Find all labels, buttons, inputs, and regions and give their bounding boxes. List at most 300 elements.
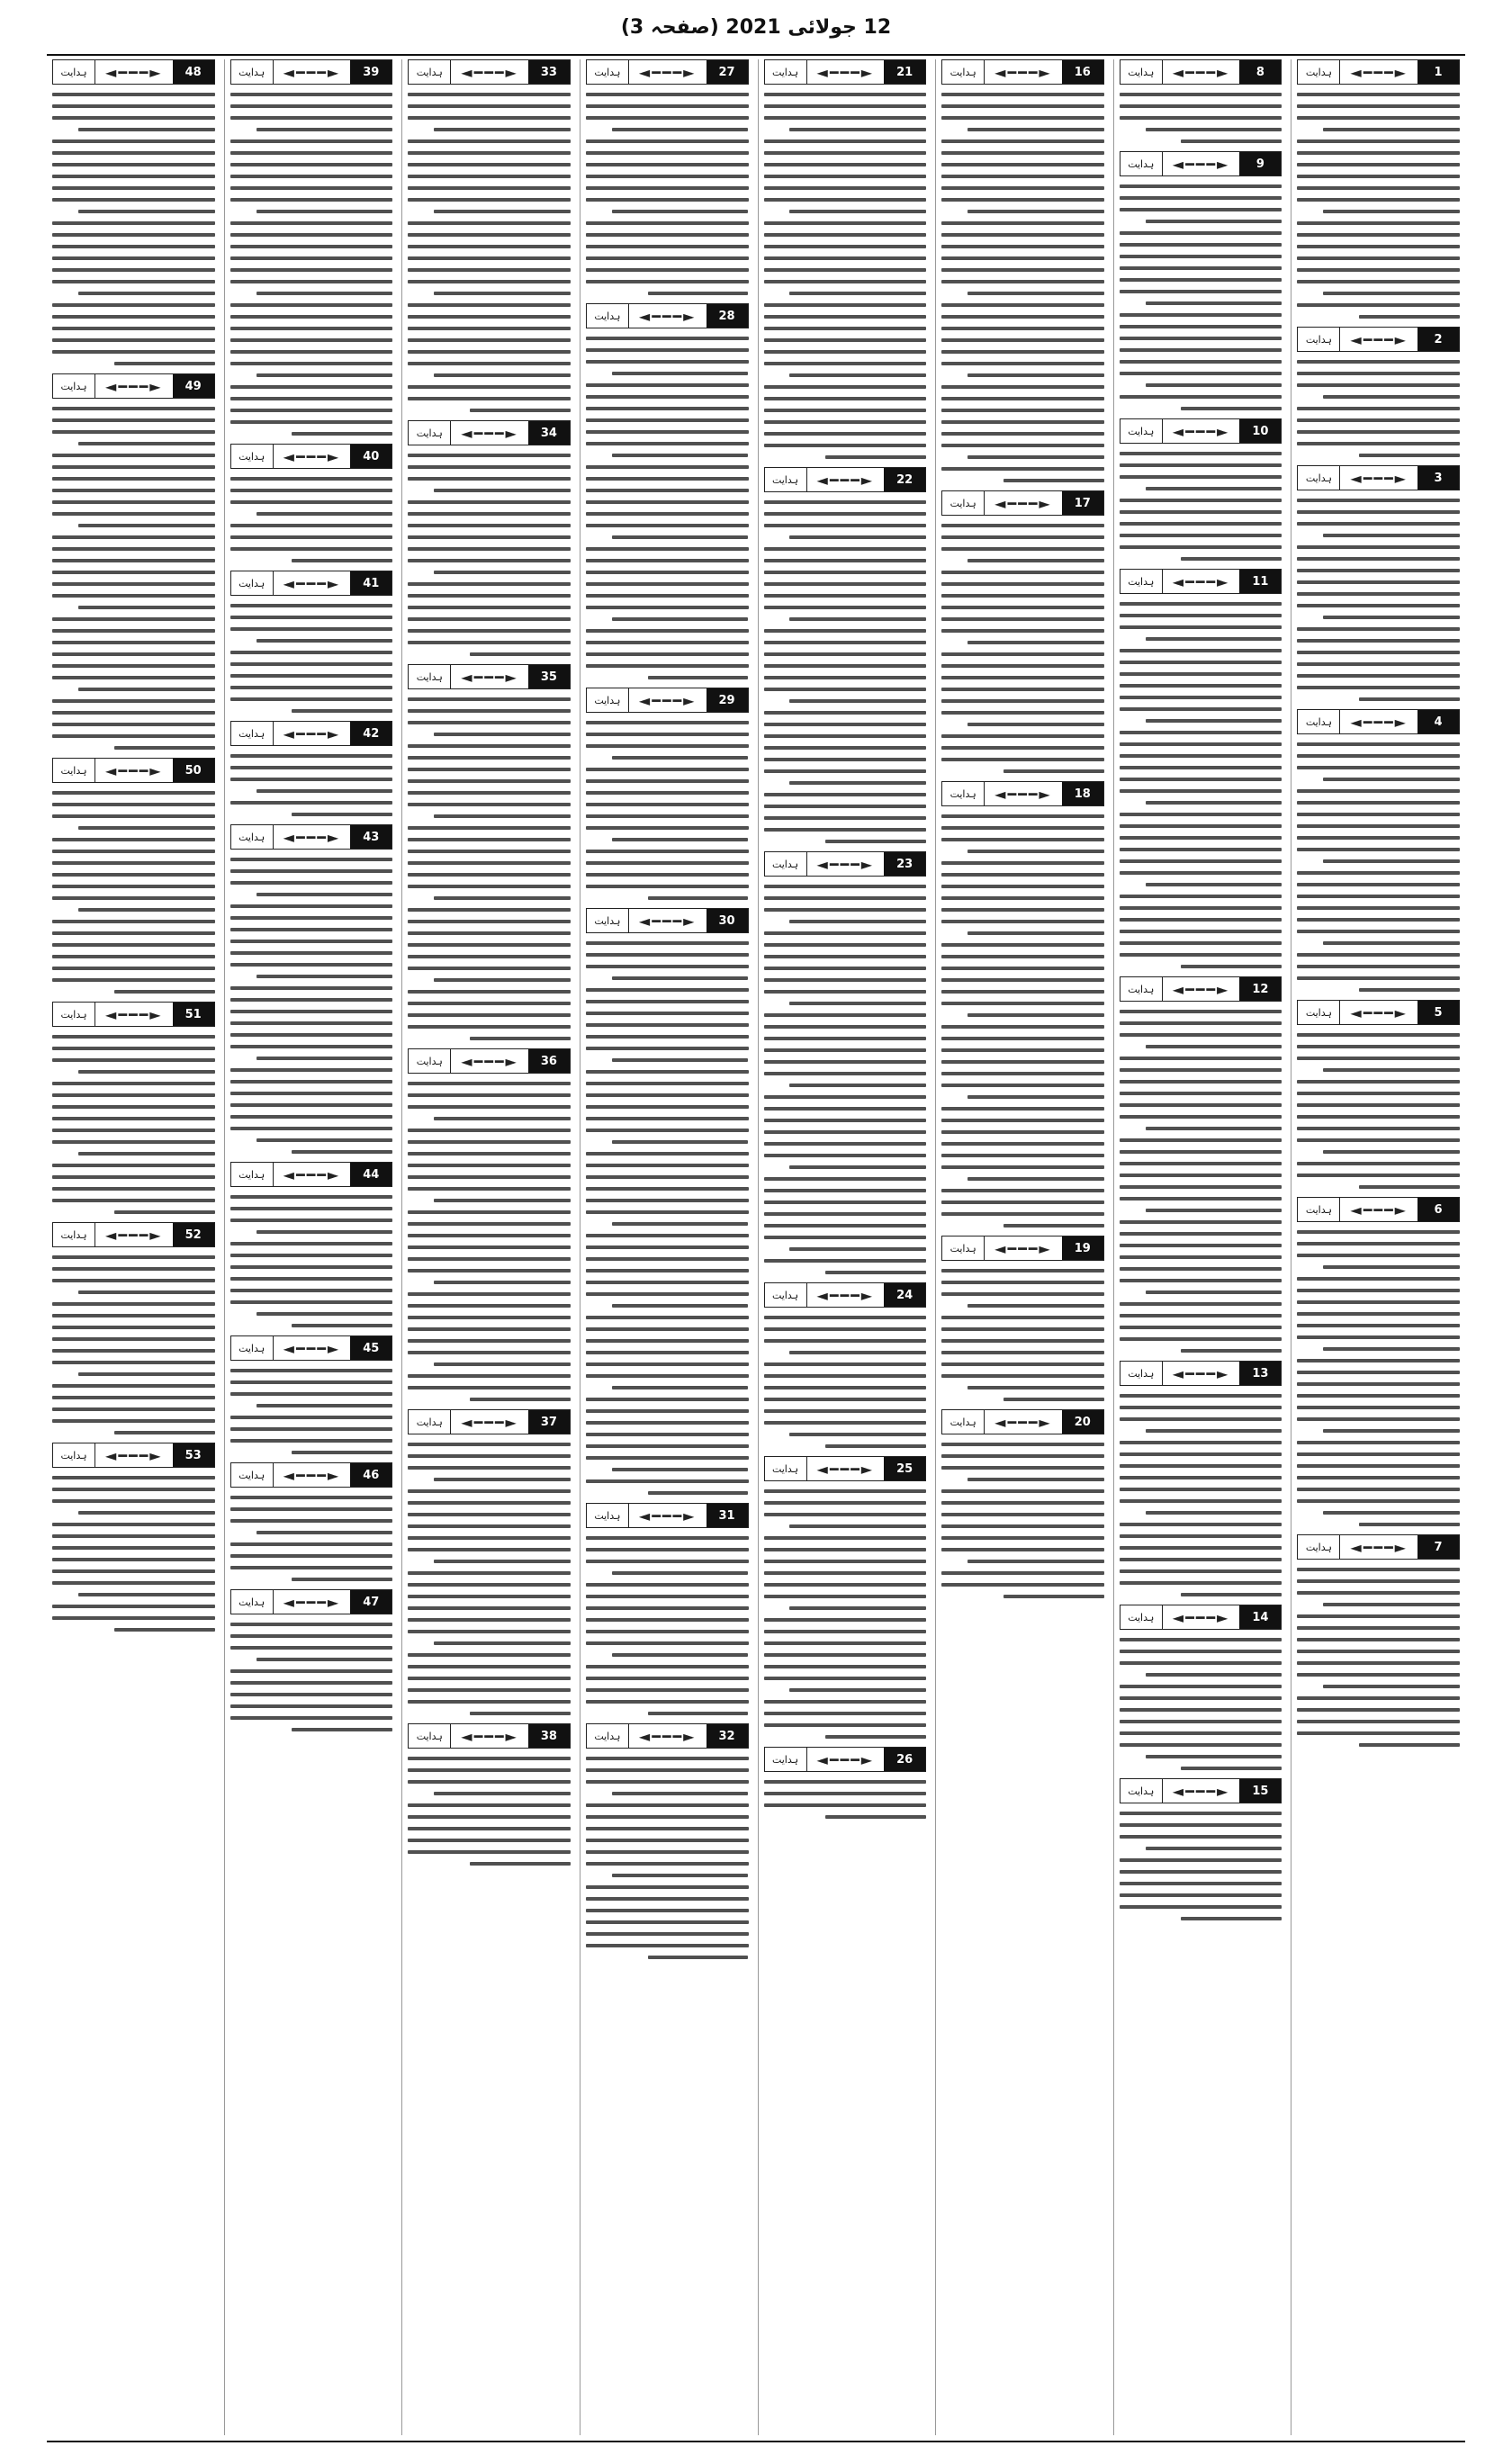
text-line	[1120, 1080, 1282, 1084]
text-line	[764, 524, 927, 527]
text-line	[1120, 534, 1282, 537]
column-2	[1113, 59, 1288, 2435]
text-line	[52, 315, 215, 319]
text-line	[1120, 1103, 1282, 1107]
text-line	[52, 978, 215, 982]
item-body-text	[586, 721, 749, 900]
text-line	[408, 641, 571, 644]
text-line	[941, 758, 1104, 761]
text-line	[434, 1362, 571, 1366]
text-line	[764, 151, 927, 155]
text-line	[941, 617, 1104, 621]
text-line	[434, 1641, 571, 1645]
text-line	[230, 1127, 393, 1130]
text-line	[114, 362, 215, 365]
double-arrow-icon: ◄━━━►	[461, 1727, 518, 1745]
text-line	[586, 641, 749, 644]
text-line	[764, 734, 927, 738]
item-tag: ہدایت	[765, 852, 807, 876]
text-line	[1297, 604, 1460, 607]
item-number: 49	[173, 374, 214, 398]
text-line	[764, 1677, 927, 1680]
text-line	[1297, 1335, 1460, 1339]
text-line	[1297, 510, 1460, 514]
text-line	[941, 467, 1104, 471]
item-body-text	[230, 1623, 393, 1731]
text-line	[1297, 1115, 1460, 1119]
item-body-text	[230, 1195, 393, 1327]
text-line	[408, 826, 571, 830]
text-line	[1120, 1731, 1282, 1735]
text-line	[586, 512, 749, 516]
text-line	[941, 1374, 1104, 1378]
item-number: 2	[1418, 328, 1459, 351]
text-line	[941, 1583, 1104, 1587]
text-line	[434, 1281, 571, 1284]
text-line	[78, 442, 215, 445]
text-line	[1120, 661, 1282, 664]
text-line	[1297, 742, 1460, 746]
text-line	[114, 1628, 215, 1632]
text-line	[1120, 1197, 1282, 1201]
double-arrow-icon: ◄━━━►	[1172, 1364, 1230, 1382]
item-tag: ہدایت	[1298, 1535, 1340, 1559]
text-line	[1120, 104, 1282, 108]
text-line	[586, 348, 749, 352]
text-line	[1120, 696, 1282, 699]
text-line	[408, 1164, 571, 1167]
text-line	[586, 606, 749, 609]
text-line	[114, 990, 215, 994]
text-line	[764, 1513, 927, 1516]
text-line	[52, 1349, 215, 1353]
text-line	[52, 1558, 215, 1561]
text-line	[230, 1289, 393, 1292]
text-line	[941, 1037, 1104, 1040]
text-line	[1146, 1673, 1282, 1677]
text-line	[230, 998, 393, 1002]
text-line	[52, 652, 215, 656]
item-header	[764, 851, 927, 877]
news-item	[1120, 59, 1282, 143]
news-item	[408, 420, 571, 656]
text-line	[1297, 1092, 1460, 1095]
text-line	[408, 104, 571, 108]
text-line	[586, 1944, 749, 1947]
text-line	[1297, 592, 1460, 596]
news-item	[1297, 59, 1460, 319]
item-header	[586, 303, 749, 328]
text-line	[1146, 1209, 1282, 1212]
text-line	[1297, 686, 1460, 689]
text-line	[825, 1444, 926, 1448]
text-line	[52, 1255, 215, 1259]
news-item	[586, 59, 749, 295]
text-line	[292, 1150, 392, 1154]
text-line	[1297, 221, 1460, 225]
text-line	[434, 210, 571, 213]
text-line	[408, 1082, 571, 1085]
text-line	[292, 559, 392, 562]
text-line	[230, 1045, 393, 1048]
text-line	[230, 93, 393, 96]
text-line	[408, 838, 571, 841]
text-line	[1120, 463, 1282, 467]
item-body-text	[1297, 360, 1460, 457]
text-line	[1120, 290, 1282, 293]
text-line	[764, 1142, 927, 1146]
news-item	[764, 1282, 927, 1448]
text-line	[292, 1578, 392, 1581]
text-line	[292, 813, 392, 816]
item-tag: ہدایت	[1120, 1605, 1163, 1629]
text-line	[230, 1092, 393, 1095]
text-line	[612, 1874, 749, 1877]
text-line	[434, 571, 571, 574]
text-line	[230, 916, 393, 920]
text-line	[52, 198, 215, 202]
item-header	[230, 571, 393, 596]
text-line	[1297, 1568, 1460, 1571]
item-header	[408, 664, 571, 689]
text-line	[764, 1212, 927, 1216]
text-line	[1120, 1010, 1282, 1013]
item-body-text	[1120, 1812, 1282, 1920]
double-arrow-icon: ◄━━━►	[1350, 469, 1408, 487]
item-header	[408, 1048, 571, 1074]
item-header	[408, 1409, 571, 1434]
double-arrow-icon: ◄━━━►	[1350, 1538, 1408, 1556]
news-item	[230, 1462, 393, 1581]
item-body-text	[1297, 1230, 1460, 1526]
text-line	[1120, 895, 1282, 898]
text-line	[1120, 452, 1282, 455]
text-line	[1120, 1546, 1282, 1550]
text-line	[408, 1768, 571, 1772]
text-line	[764, 629, 927, 633]
news-item	[1297, 709, 1460, 992]
text-line	[1323, 941, 1460, 945]
text-line	[1297, 1324, 1460, 1327]
text-line	[434, 1792, 571, 1795]
double-arrow-icon: ◄━━━►	[816, 471, 875, 489]
text-line	[612, 617, 749, 621]
text-line	[968, 455, 1104, 459]
item-number: 28	[706, 304, 748, 328]
text-line	[764, 1630, 927, 1633]
text-line	[1120, 906, 1282, 910]
news-item	[941, 490, 1104, 773]
text-line	[408, 1489, 571, 1493]
text-line	[408, 1292, 571, 1296]
text-line	[408, 990, 571, 994]
text-line	[612, 454, 749, 457]
text-line	[408, 315, 571, 319]
text-line	[648, 1956, 749, 1959]
news-item	[1120, 418, 1282, 561]
news-item	[1120, 1605, 1282, 1770]
text-line	[764, 1316, 927, 1319]
text-line	[230, 1195, 393, 1199]
text-line	[230, 350, 393, 354]
text-line	[764, 163, 927, 166]
item-header	[408, 1723, 571, 1749]
text-line	[586, 104, 749, 108]
text-line	[408, 362, 571, 365]
double-arrow-icon: ◄━━━►	[816, 63, 875, 81]
item-tag: ہدایت	[1120, 977, 1163, 1001]
item-header	[230, 59, 393, 85]
text-line	[1297, 1673, 1460, 1677]
text-line	[1297, 407, 1460, 410]
text-line	[764, 104, 927, 108]
text-line	[230, 420, 393, 424]
double-arrow-icon: ◄━━━►	[1350, 330, 1408, 348]
text-line	[941, 746, 1104, 750]
text-line	[230, 1080, 393, 1084]
item-header	[52, 1002, 215, 1027]
text-line	[1120, 1650, 1282, 1653]
text-line	[52, 1175, 215, 1179]
text-line	[230, 1693, 393, 1696]
text-line	[1297, 1708, 1460, 1712]
text-line	[52, 559, 215, 562]
item-number: 10	[1239, 419, 1281, 443]
text-line	[764, 512, 927, 516]
text-line	[1297, 1382, 1460, 1386]
text-line	[52, 1326, 215, 1329]
text-line	[408, 709, 571, 713]
text-line	[408, 617, 571, 621]
text-line	[1120, 742, 1282, 746]
text-line	[586, 1023, 749, 1027]
text-line	[941, 688, 1104, 691]
item-tag: ہدایت	[1298, 60, 1340, 84]
text-line	[586, 139, 749, 143]
text-line	[1297, 1127, 1460, 1130]
item-tag: ہدایت	[231, 445, 274, 468]
text-line	[941, 920, 1104, 923]
double-arrow-icon: ◄━━━►	[461, 1052, 518, 1070]
item-number: 23	[884, 852, 925, 876]
item-tag: ہدایت	[409, 1049, 451, 1073]
text-line	[941, 280, 1104, 283]
text-line	[78, 1070, 215, 1074]
text-line	[1120, 731, 1282, 734]
text-line	[52, 1384, 215, 1388]
news-item	[1297, 1534, 1460, 1747]
text-line	[408, 1688, 571, 1692]
text-line	[408, 1013, 571, 1017]
text-line	[408, 768, 571, 771]
text-line	[256, 373, 393, 377]
news-item	[230, 1162, 393, 1327]
text-line	[408, 350, 571, 354]
item-tag: ہدایت	[231, 1590, 274, 1614]
item-header	[1120, 151, 1282, 176]
text-line	[408, 1187, 571, 1191]
double-arrow-icon: ◄━━━►	[638, 691, 697, 709]
text-line	[1323, 210, 1460, 213]
news-item	[941, 59, 1104, 482]
text-line	[408, 697, 571, 701]
double-arrow-icon: ◄━━━►	[105, 377, 163, 395]
text-line	[764, 1072, 927, 1075]
text-line	[408, 931, 571, 935]
text-line	[764, 362, 927, 365]
text-line	[586, 1700, 749, 1704]
text-line	[1297, 303, 1460, 307]
text-line	[408, 1630, 571, 1633]
item-header	[586, 1723, 749, 1749]
text-line	[1120, 1685, 1282, 1688]
text-line	[1297, 104, 1460, 108]
double-arrow-icon: ◄━━━►	[994, 63, 1052, 81]
text-line	[941, 571, 1104, 574]
text-line	[52, 418, 215, 422]
text-line	[78, 524, 215, 527]
text-line	[230, 1439, 393, 1443]
item-number: 3	[1418, 466, 1459, 490]
text-line	[230, 1265, 393, 1269]
text-line	[1120, 1882, 1282, 1885]
text-line	[1120, 1581, 1282, 1585]
text-line	[256, 292, 393, 295]
text-line	[52, 1199, 215, 1202]
text-line	[1120, 475, 1282, 479]
item-tag: ہدایت	[53, 1003, 95, 1026]
text-line	[1181, 965, 1282, 968]
text-line	[941, 1316, 1104, 1319]
text-line	[230, 1033, 393, 1037]
text-line	[52, 454, 215, 457]
text-line	[764, 1421, 927, 1425]
text-line	[941, 1536, 1104, 1540]
text-line	[408, 163, 571, 166]
text-line	[941, 629, 1104, 633]
item-tag: ہدایت	[231, 1336, 274, 1360]
text-line	[52, 920, 215, 923]
text-line	[789, 1084, 926, 1087]
text-line	[52, 1419, 215, 1423]
item-tag: ہدایت	[587, 1504, 629, 1527]
item-body-text	[1297, 499, 1460, 701]
item-header	[764, 1456, 927, 1481]
text-line	[230, 662, 393, 666]
item-body-text	[408, 454, 571, 656]
item-tag: ہدایت	[231, 722, 274, 745]
text-line	[1297, 268, 1460, 272]
text-line	[408, 1501, 571, 1505]
item-tag: ہدایت	[587, 909, 629, 932]
text-line	[586, 186, 749, 190]
text-line	[230, 1369, 393, 1372]
text-line	[1120, 266, 1282, 270]
text-line	[1120, 930, 1282, 933]
text-line	[586, 1199, 749, 1202]
text-line	[764, 1327, 927, 1331]
text-line	[1120, 941, 1282, 945]
text-line	[941, 1002, 1104, 1005]
text-line	[52, 943, 215, 947]
text-line	[1297, 1591, 1460, 1595]
text-line	[586, 1316, 749, 1319]
text-line	[612, 1571, 749, 1575]
text-line	[1297, 1057, 1460, 1060]
text-line	[52, 547, 215, 551]
text-line	[764, 664, 927, 668]
text-line	[1120, 116, 1282, 120]
item-body-text	[1120, 93, 1282, 143]
text-line	[1146, 1511, 1282, 1515]
double-arrow-icon: ◄━━━►	[283, 1466, 341, 1484]
item-number: 46	[350, 1463, 392, 1487]
text-line	[1146, 1755, 1282, 1758]
text-line	[1120, 1185, 1282, 1189]
item-number: 35	[528, 665, 570, 688]
item-number: 13	[1239, 1362, 1281, 1385]
item-tag: ہدایت	[409, 1410, 451, 1434]
text-line	[1297, 233, 1460, 237]
text-line	[52, 641, 215, 644]
text-line	[408, 1351, 571, 1354]
text-line	[114, 746, 215, 750]
text-line	[586, 1803, 749, 1807]
text-line	[941, 256, 1104, 260]
text-line	[586, 1269, 749, 1272]
item-body-text	[941, 814, 1104, 1228]
text-line	[764, 990, 927, 994]
text-line	[1359, 697, 1460, 701]
text-line	[586, 93, 749, 96]
double-arrow-icon: ◄━━━►	[461, 63, 518, 81]
text-line	[1120, 614, 1282, 617]
text-line	[470, 1037, 571, 1040]
text-line	[941, 664, 1104, 668]
text-line	[1120, 337, 1282, 340]
text-line	[586, 733, 749, 736]
text-line	[1120, 1417, 1282, 1421]
text-line	[1120, 871, 1282, 875]
text-line	[52, 1302, 215, 1306]
text-line	[764, 955, 927, 958]
item-number: 31	[706, 1504, 748, 1527]
text-line	[230, 928, 393, 931]
news-item	[408, 1409, 571, 1715]
text-line	[408, 1386, 571, 1389]
text-line	[789, 1524, 926, 1528]
text-line	[586, 1536, 749, 1540]
item-number: 11	[1239, 570, 1281, 593]
text-line	[764, 1107, 927, 1111]
text-line	[408, 280, 571, 283]
item-body-text	[1120, 1638, 1282, 1770]
text-line	[230, 986, 393, 990]
text-line	[256, 1057, 393, 1060]
text-line	[941, 245, 1104, 248]
text-line	[292, 1728, 392, 1731]
text-line	[612, 838, 749, 841]
text-line	[1120, 1255, 1282, 1259]
text-line	[230, 801, 393, 805]
text-line	[78, 826, 215, 830]
text-line	[408, 1152, 571, 1156]
text-line	[408, 779, 571, 783]
text-line	[764, 1037, 927, 1040]
text-line	[941, 116, 1104, 120]
text-line	[230, 951, 393, 955]
text-line	[1120, 824, 1282, 828]
